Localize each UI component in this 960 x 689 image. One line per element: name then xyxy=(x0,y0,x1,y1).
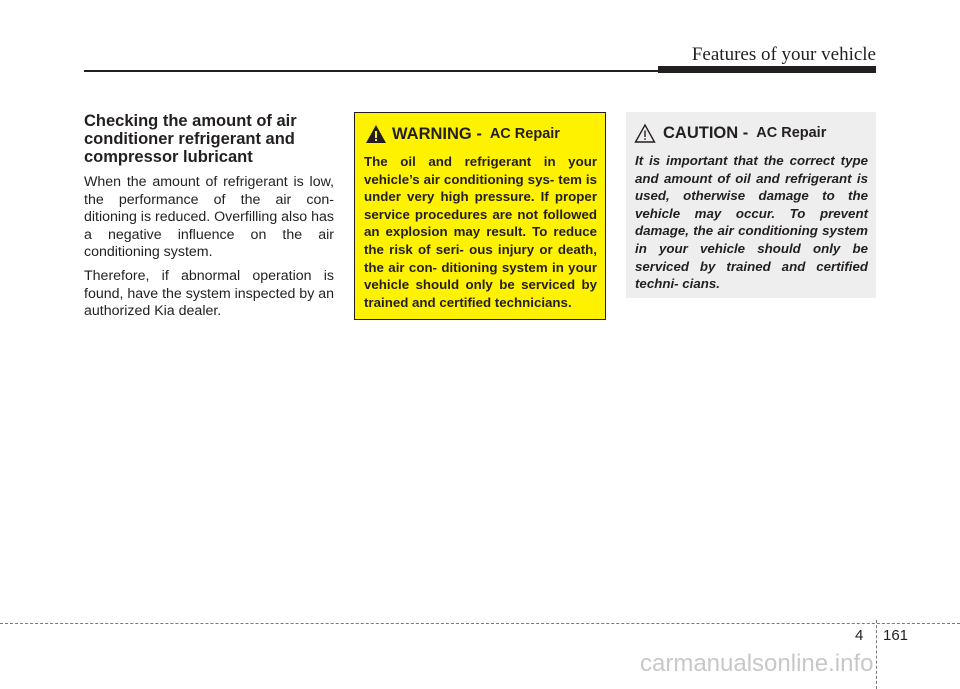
caution-box xyxy=(626,112,876,298)
warning-triangle-icon xyxy=(365,124,387,144)
section-heading: Checking the amount of air conditioner refrigerant and compressor lubricant xyxy=(84,112,297,166)
watermark: carmanualsonline.info xyxy=(640,650,874,677)
body-paragraph-2: Therefore, if abnormal operation is found, have the system inspected by an authorized Kia dealer. xyxy=(84,267,335,320)
warning-box xyxy=(354,112,606,320)
body-paragraph-1: When the amount of refrigerant is low, the performance of the air con- ditioning is reduced. Overfilling also has a negative influence on the air conditioning system. xyxy=(84,174,334,261)
header-rule-accent xyxy=(658,66,876,73)
warning-keyword: WARNING - xyxy=(392,124,482,143)
caution-subject: AC Repair xyxy=(756,125,827,141)
header-rule xyxy=(84,70,658,72)
page-number: 161 xyxy=(883,627,909,644)
main-section xyxy=(84,112,334,327)
caution-text: It is important that the correct type and amount of oil and refrigerant is used, otherwise damage to the vehicle may occur. To prevent damage, the air conditioning system in your vehicle should only be serviced by trained and certified techni- cians. xyxy=(635,153,868,292)
warning-subject: AC Repair xyxy=(489,126,560,142)
footer-divider xyxy=(876,620,877,689)
page-header-title: Features of your vehicle xyxy=(691,44,876,65)
caution-triangle-icon xyxy=(634,123,656,143)
footer-rule xyxy=(0,623,960,624)
warning-title xyxy=(392,123,597,145)
chapter-number: 4 xyxy=(855,627,864,644)
caution-title xyxy=(663,122,868,144)
caution-keyword: CAUTION - xyxy=(663,123,749,142)
warning-text: The oil and refrigerant in your vehicle’s air conditioning sys- tem is under very high pressure. If proper service procedures are not followed an explosion may result. To reduce the risk of seri- ous injury or death, the air con- ditioning system in your vehicle should only be serviced by trained and certified technicians. xyxy=(364,154,597,310)
